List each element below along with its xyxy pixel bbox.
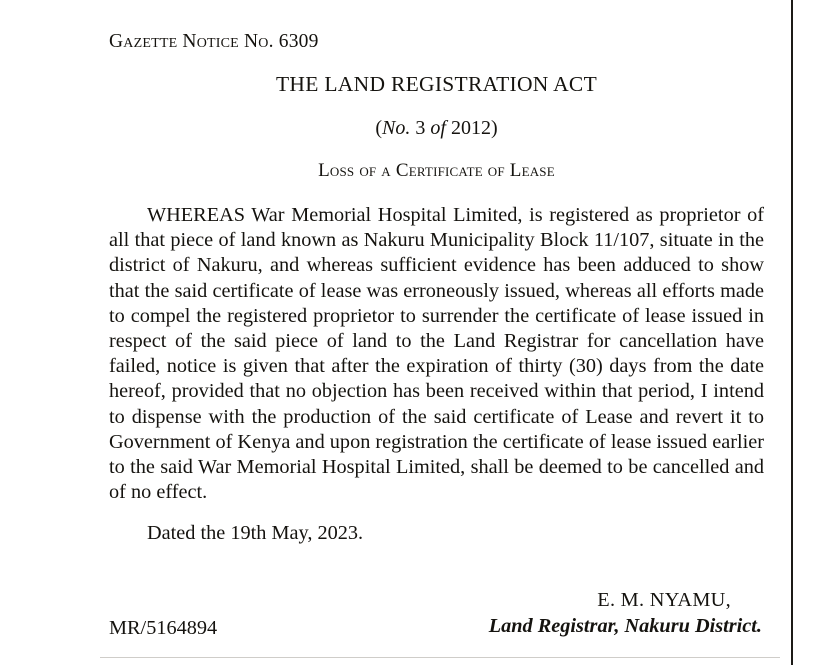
notice-text-column — [109, 0, 764, 546]
signatory-name: E. M. NYAMU, — [597, 589, 731, 611]
notice-body-paragraph: WHEREAS War Memorial Hospital Limited, is registered as proprietor of all that piece of land known as Nakuru Municipality Block 11/107, situate in the district of Nakuru, and whereas sufficient evidence has been adduced to show that the said certificate of lease was erroneously issued, whereas all efforts made to compel the registered proprietor to surrender the certificate of lease issued in respect of the said piece of land to the Land Registrar for cancellation have failed, notice is given that after the expiration of thirty (30) days from the date hereof, provided that no objection has been received within that period, I intend to dispense with the production of the said certificate of Lease and revert it to Government of Kenya and upon registration the certificate of lease issued earlier to the said War Memorial Hospital Limited, shall be deemed to be cancelled and of no effect. — [109, 203, 764, 504]
subject-heading: Loss of a Certificate of Lease — [318, 160, 555, 182]
act-reference — [109, 98, 764, 140]
act-reference-open-paren: ( — [375, 117, 383, 140]
act-reference-close-paren: ) — [490, 117, 498, 140]
act-reference-of-label: of — [430, 117, 446, 140]
signatory-title: Land Registrar, Nakuru District. — [488, 615, 762, 637]
dated-line: Dated the 19th May, 2023. — [147, 522, 364, 545]
act-title: THE LAND REGISTRATION ACT — [275, 72, 598, 97]
act-reference-number: 3 — [410, 117, 431, 140]
act-reference-year: 2012 — [445, 117, 491, 140]
column-separator-rule — [791, 0, 793, 665]
gazette-notice-number: Gazette Notice No. 6309 — [109, 31, 319, 52]
act-reference-no-label: No. — [382, 117, 411, 140]
bottom-divider-rule — [100, 657, 780, 658]
reference-code: MR/5164894 — [109, 617, 218, 639]
